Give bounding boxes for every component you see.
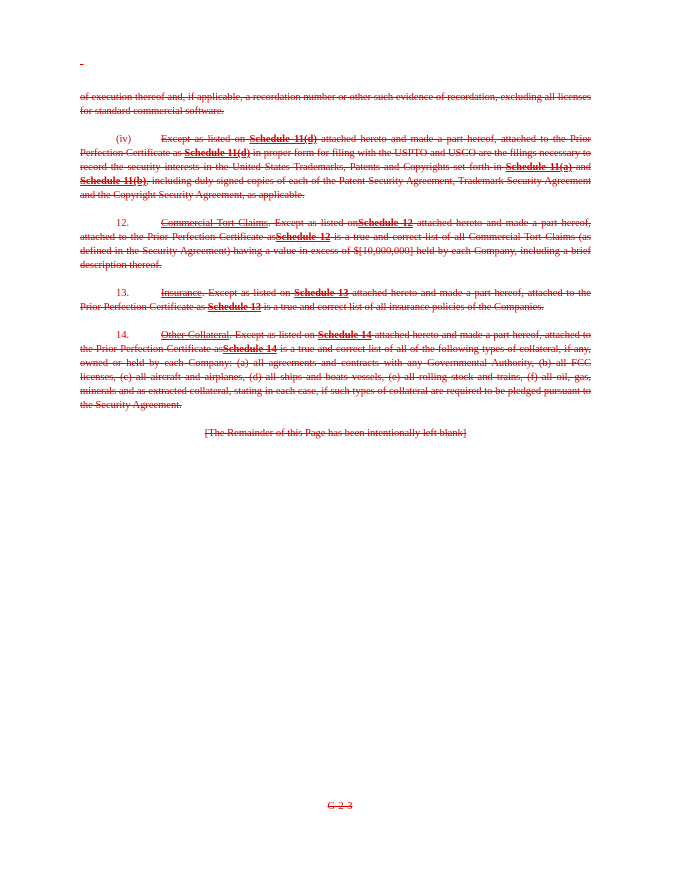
schedule-reference: Schedule 14 [222,344,277,355]
paragraph-12-commercial-tort-claims: 12. Commercial Tort Claims. Except as listed onSchedule 12 attached hereto and made a part hereof, attached to the Prior Perfection Certificate asSchedule 12 is a true and correct list of all Commercial Tort Claims (as defined in the Security Agreement) having a value in excess of $[10,000,000] held by each Company, including a brief description thereof. [80,218,591,271]
schedule-reference: Schedule 13 [294,288,349,299]
section-heading: Insurance [161,288,202,299]
paragraph-13-insurance: 13. Insurance. Except as listed on Schedule 13 attached hereto and made a part hereof, attached to the Prior Perfection Certificate as Schedule 13 is a true and correct list of all insurance policies of the Companies. [80,288,591,313]
schedule-reference: Schedule 12 [275,232,331,243]
schedule-reference: Schedule 12 [358,218,413,229]
paragraph-continuation: of execution thereof and, if applicable, a recordation number or other such evidence of recordation, excluding all licenses for standard commercial software. [80,92,591,117]
paragraph-number: (iv) [116,134,132,145]
paragraph-iv: (iv) Except as listed on Schedule 11(d) attached hereto and made a part hereof, attached to the Prior Perfection Certificate as Schedule 11(d) in proper form for filing with the USPTO and USCO are the filings necessary to record the security interests in the United States Trademarks, Patents and Copyrights set forth in Schedule 11(a) and Schedule 11(b), including duly signed copies of each of the Patent Security Agreement, Trademark Security Agreement and the Copyright Security Agreement, as applicable. [80,134,592,201]
schedule-reference: Schedule 11(b) [80,176,147,187]
section-heading: Commercial Tort Claims [161,218,268,229]
schedule-reference: Schedule 11(d) [249,134,317,145]
schedule-reference: Schedule 14 [317,330,372,341]
schedule-reference: Schedule 11(d) [184,148,251,159]
paragraph-number: 13. [116,288,130,299]
paragraph-14-other-collateral: 14. Other Collateral. Except as listed on Schedule 14 attached hereto and made a part hereof, attached to the Prior Perfection Certificate asSchedule 14 is a true and correct list of all of the following types of collateral, if any, owned or held by each Company: (a) all agreements and contracts with any Governmental Authority, (b) all FCC licenses, (c) all aircraft and airplanes, (d) all ships and boats vessels, (e) all rolling stock and trains, (f) all oil, gas, minerals and as extracted collateral, stating in each case, if such types of collateral are required to be pledged pursuant to the Security Agreement. [80,330,591,411]
document-body [80,91,591,455]
deleted-dash-marker: - [80,59,84,70]
schedule-reference: Schedule 11(a) [505,162,572,173]
paragraph-number: 12. [116,218,130,229]
intentionally-blank-note: [The Remainder of this Page has been intentionally left blank] [204,428,467,439]
schedule-reference: Schedule 13 [207,302,262,313]
paragraph-number: 14. [116,330,130,341]
section-heading: Other Collateral [161,330,230,341]
page-footer-number: G-2-3 [327,801,353,812]
